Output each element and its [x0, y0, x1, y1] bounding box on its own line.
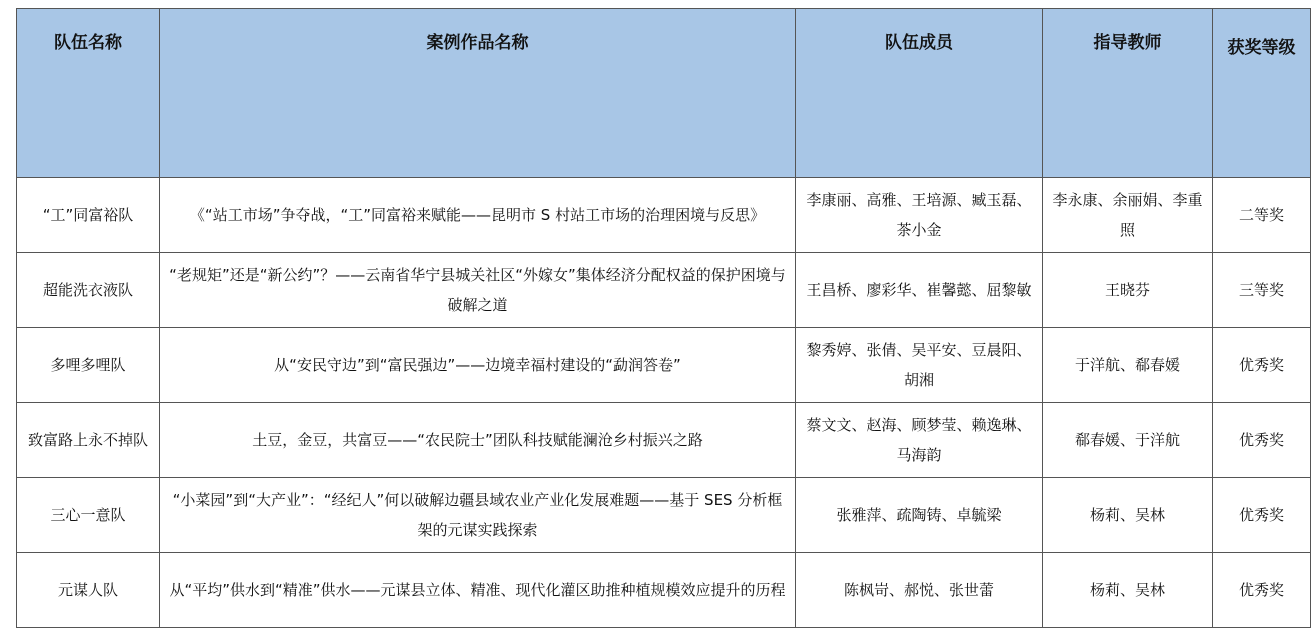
- table-row: [17, 178, 1311, 253]
- award-level: 三等奖: [1213, 253, 1311, 328]
- work-title: 土豆，金豆，共富豆——“农民院士”团队科技赋能澜沧乡村振兴之路: [160, 403, 796, 478]
- team-members: 王昌桥、廖彩华、崔馨懿、屈黎敏: [796, 253, 1043, 328]
- team-name: 三心一意队: [17, 478, 160, 553]
- advisor: 李永康、余丽娟、李重照: [1043, 178, 1213, 253]
- advisor: 杨莉、吴林: [1043, 478, 1213, 553]
- advisor: 王晓芬: [1043, 253, 1213, 328]
- header-work: 案例作品名称: [160, 9, 796, 178]
- team-name: 元谋人队: [17, 553, 160, 628]
- work-title: 从“安民守边”到“富民强边”——边境幸福村建设的“勐润答卷”: [160, 328, 796, 403]
- team-name: “工”同富裕队: [17, 178, 160, 253]
- team-name: 多哩多哩队: [17, 328, 160, 403]
- table-row: [17, 478, 1311, 553]
- award-level: 二等奖: [1213, 178, 1311, 253]
- award-level: 优秀奖: [1213, 403, 1311, 478]
- team-members: 李康丽、高雅、王培源、臧玉磊、茶小金: [796, 178, 1043, 253]
- table-row: [17, 328, 1311, 403]
- header-teacher: 指导教师: [1043, 9, 1213, 178]
- advisor: 杨莉、吴林: [1043, 553, 1213, 628]
- team-members: 黎秀婷、张倩、吴平安、豆晨阳、胡湘: [796, 328, 1043, 403]
- work-title: “小菜园”到“大产业”：“经纪人”何以破解边疆县域农业产业化发展难题——基于 SES 分析框架的元谋实践探索: [160, 478, 796, 553]
- table-row: [17, 253, 1311, 328]
- team-members: 陈枫岢、郝悦、张世蕾: [796, 553, 1043, 628]
- table-row: [17, 403, 1311, 478]
- work-title: “老规矩”还是“新公约”？——云南省华宁县城关社区“外嫁女”集体经济分配权益的保护困境与破解之道: [160, 253, 796, 328]
- header-award: 获奖等级: [1213, 9, 1311, 178]
- team-members: 蔡文文、赵海、顾梦莹、赖逸琳、马海韵: [796, 403, 1043, 478]
- team-members: 张雅萍、疏陶铸、卓毓梁: [796, 478, 1043, 553]
- award-level: 优秀奖: [1213, 328, 1311, 403]
- header-team: 队伍名称: [17, 9, 160, 178]
- work-title: 《“站工市场”争夺战，“工”同富裕来赋能——昆明市 S 村站工市场的治理困境与反思》: [160, 178, 796, 253]
- award-level: 优秀奖: [1213, 553, 1311, 628]
- advisor: 于洋航、郗春媛: [1043, 328, 1213, 403]
- award-level: 优秀奖: [1213, 478, 1311, 553]
- header-members: 队伍成员: [796, 9, 1043, 178]
- header-row: [17, 9, 1311, 178]
- awards-table: [16, 8, 1311, 628]
- work-title: 从“平均”供水到“精准”供水——元谋县立体、精准、现代化灌区助推种植规模效应提升的历程: [160, 553, 796, 628]
- advisor: 郗春媛、于洋航: [1043, 403, 1213, 478]
- team-name: 致富路上永不掉队: [17, 403, 160, 478]
- table-row: [17, 553, 1311, 628]
- team-name: 超能洗衣液队: [17, 253, 160, 328]
